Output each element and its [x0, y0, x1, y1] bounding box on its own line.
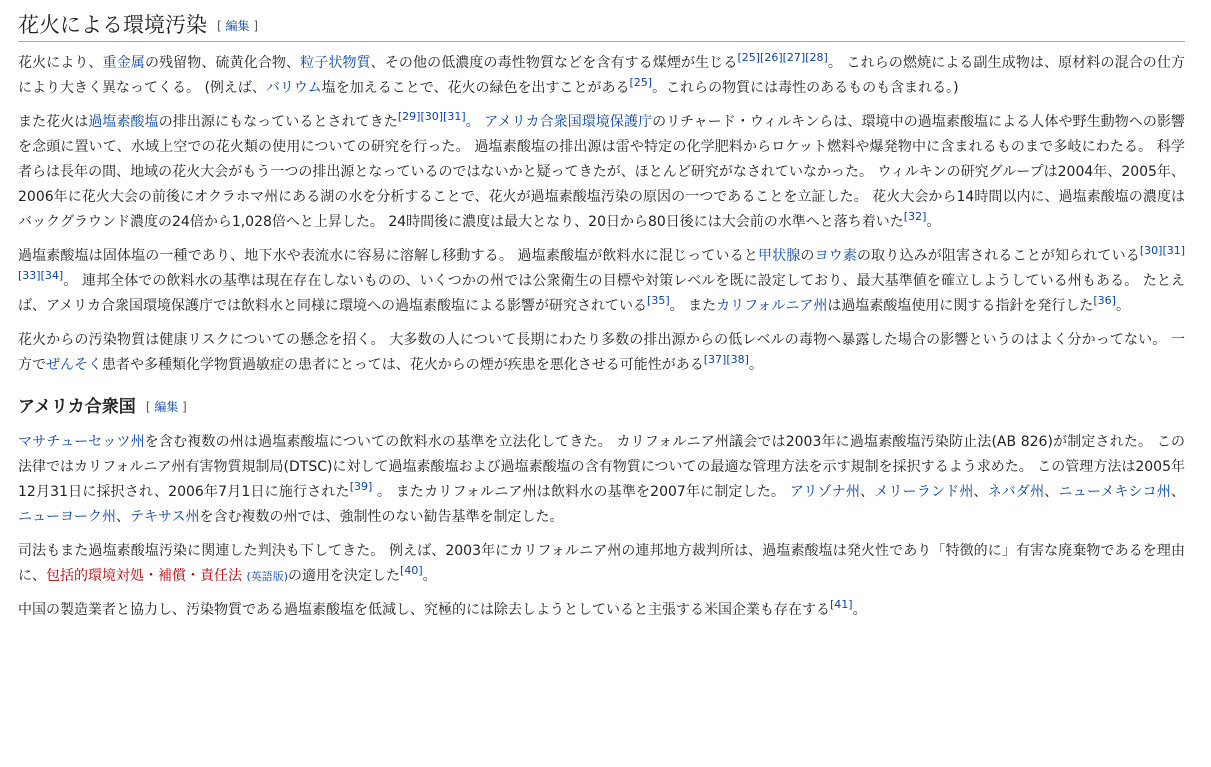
citation-link[interactable]: [27]	[782, 51, 806, 65]
paragraph: 過塩素酸塩は固体塩の一種であり、地下水や表流水に容易に溶解し移動する。 過塩素酸塩が飲料水に混じっていると甲状腺のヨウ素の取り込みが阻害されることが知られている[30][31][33][34]。 連邦全体での飲料水の基準は現在存在しないものの、いくつかの州では公衆衛生の目標や対策レベルを既に設定しており、最大基準値を確立しようしている州もある。 たとえば、アメリカ合衆国環境保護庁では飲料水と同様に環境への過塩素酸塩による影響が研究されている[35]。 またカリフォルニア州は過塩素酸塩使用に関する指針を発行した[36]。	[18, 244, 1186, 315]
citation-group	[1093, 294, 1116, 307]
link-maryland[interactable]: メリーランド州	[874, 484, 974, 501]
citation-link[interactable]: [32]	[903, 210, 927, 224]
citation-link[interactable]: [41]	[830, 598, 853, 612]
link-nevada[interactable]: ネバダ州	[987, 484, 1045, 501]
link-new-york[interactable]: ニューヨーク州	[18, 509, 116, 526]
link-heavy-metal[interactable]: 重金属	[102, 55, 145, 72]
citation-link[interactable]: [28]	[805, 51, 828, 65]
interlanguage-link[interactable]: (英語版)	[246, 570, 289, 584]
citation-link[interactable]: [31]	[1162, 244, 1186, 258]
section-title: アメリカ合衆国	[18, 397, 136, 418]
paragraph: また花火は過塩素酸塩の排出源にもなっているとされてきた[29][30][31]。 アメリカ合衆国環境保護庁のリチャード・ウィルキンらは、環境中の過塩素酸塩による人体や野生動物への影響を念頭に置いて、水域上空での花火類の使用についての研究を行った。 過塩素酸塩の排出源は雷や特定の化学肥料からロケット燃料や爆発物中に含まれるものまで多岐にわたる。 科学者らは長年の間、地域の花火大会がもう一つの排出源となっているのではないかと疑ってきたが、ほとんど研究がなされていなかった。 ウィルキンの研究グループは2004年、2005年、2006年に花火大会の前後にオクラホマ州にある湖の水を分析することで、花火が過塩素酸塩汚染の原因の一つであることを立証した。 花火大会から14時間以内に、過塩素酸塩の濃度はバックグラウンド濃度の24倍から1,028倍へと上昇した。 24時間後に濃度は最大となり、20日から80日後には大会前の水準へと落ち着いた[32]。	[18, 110, 1185, 231]
link-texas[interactable]: テキサス州	[130, 509, 200, 526]
citation-group	[350, 480, 373, 493]
citation-link[interactable]: [25]	[629, 76, 653, 90]
citation-group	[630, 76, 653, 89]
citation-group	[400, 564, 423, 577]
link-particulate[interactable]: 粒子状物質	[300, 55, 371, 72]
link-arizona[interactable]: アリゾナ州	[789, 484, 861, 501]
link-california[interactable]: カリフォルニア州	[716, 298, 828, 315]
citation-link[interactable]: [40]	[400, 564, 423, 578]
citation-link[interactable]: [38]	[726, 353, 749, 367]
citation-link[interactable]: [30]	[420, 110, 444, 124]
citation-link[interactable]: [26]	[760, 51, 783, 65]
citation-group	[704, 353, 749, 366]
link-iodine[interactable]: ヨウ素	[814, 248, 858, 265]
edit-section-link: [ 編集 ]	[217, 18, 259, 33]
link-massachusetts[interactable]: マサチューセッツ州	[18, 434, 145, 451]
redlink-cercla[interactable]: 包括的環境対処・補償・責任法	[46, 568, 242, 585]
citation-link[interactable]: [36]	[1093, 294, 1116, 308]
section-heading-fireworks-pollution	[18, 0, 1185, 42]
paragraph: 中国の製造業者と協力し、汚染物質である過塩素酸塩を低減し、究極的には除去しようとしていると主張する米国企業も存在する[41]。	[18, 598, 867, 619]
link-epa[interactable]: アメリカ合衆国環境保護庁	[484, 114, 653, 131]
citation-link[interactable]: [30]	[1139, 244, 1163, 258]
citation-link[interactable]: [37]	[703, 353, 727, 367]
paragraph: 司法もまた過塩素酸塩汚染に関連した判決も下してきた。 例えば、2003年にカリフォルニア州の連邦地方裁判所は、過塩素酸塩は発火性であり「特徴的に」有害な廃棄物であるを理由に、包括的環境対処・補償・責任法 (英語版)の適用を決定した[40]。	[18, 543, 1185, 585]
citation-link[interactable]: [25]	[737, 51, 761, 65]
edit-section-link: [ 編集 ]	[145, 399, 187, 414]
citation-link[interactable]: [34]	[40, 269, 64, 283]
link-barium[interactable]: バリウム	[265, 80, 322, 97]
link-asthma[interactable]: ぜんそく	[46, 357, 102, 374]
citation-link[interactable]: [31]	[443, 110, 466, 124]
paragraph: マサチューセッツ州を含む複数の州は過塩素酸塩についての飲料水の基準を立法化してきた。 カリフォルニア州議会では2003年に過塩素酸塩汚染防止法(AB 826)が制定された。 この法律ではカリフォルニア州有害物質規制局(DTSC)に対して過塩素酸塩および過塩素酸塩の含有物質についての最適な管理方法を示す規制を採択するよう求めた。 この管理方法は2005年12月31日に採択され、2006年7月1日に施行された[39] 。 またカリフォルニア州は飲料水の基準を2007年に制定した。 アリゾナ州、メリーランド州、ネバダ州、ニューメキシコ州、ニューヨーク州、テキサス州を含む複数の州では、強制性のない勧告基準を制定した。	[18, 434, 1186, 526]
citation-link[interactable]: [33]	[18, 269, 41, 283]
paragraph: 花火により、重金属の残留物、硫黄化合物、粒子状物質、その他の低濃度の毒性物質などを含有する煤煙が生じる[25][26][27][28]。 これらの燃焼による副生成物は、原材料の混合の仕方により大きく異なってくる。 (例えば、バリウム塩を加えることで、花火の緑色を出すことがある[25]。これらの物質には毒性のあるものも含まれる。)	[18, 51, 1186, 97]
section-heading-united-states	[18, 394, 1185, 421]
citation-group	[904, 210, 927, 223]
link-new-mexico[interactable]: ニューメキシコ州	[1058, 484, 1172, 501]
link-perchlorate[interactable]: 過塩素酸塩	[88, 114, 159, 131]
citation-group	[398, 110, 466, 123]
paragraph: 花火からの汚染物質は健康リスクについての懸念を招く。 大多数の人について長期にわたり多数の排出源からの低レベルの毒物へ暴露した場合の影響というのはよく分かってない。 一方でぜんそく患者や多種類化学物質過敏症の患者にとっては、花火からの煙が疾患を悪化させる可能性がある[37][38]。	[18, 332, 1185, 374]
citation-group	[737, 51, 827, 64]
section-title: 花火による環境汚染	[18, 13, 207, 37]
citation-link[interactable]: [39]	[349, 480, 373, 494]
edit-link[interactable]: 編集	[154, 399, 179, 414]
link-thyroid[interactable]: 甲状腺	[757, 248, 801, 265]
edit-link[interactable]: 編集	[225, 18, 250, 33]
citation-group	[830, 598, 853, 611]
citation-link[interactable]: [35]	[647, 294, 670, 308]
citation-group	[647, 294, 670, 307]
citation-link[interactable]: [29]	[397, 110, 421, 124]
